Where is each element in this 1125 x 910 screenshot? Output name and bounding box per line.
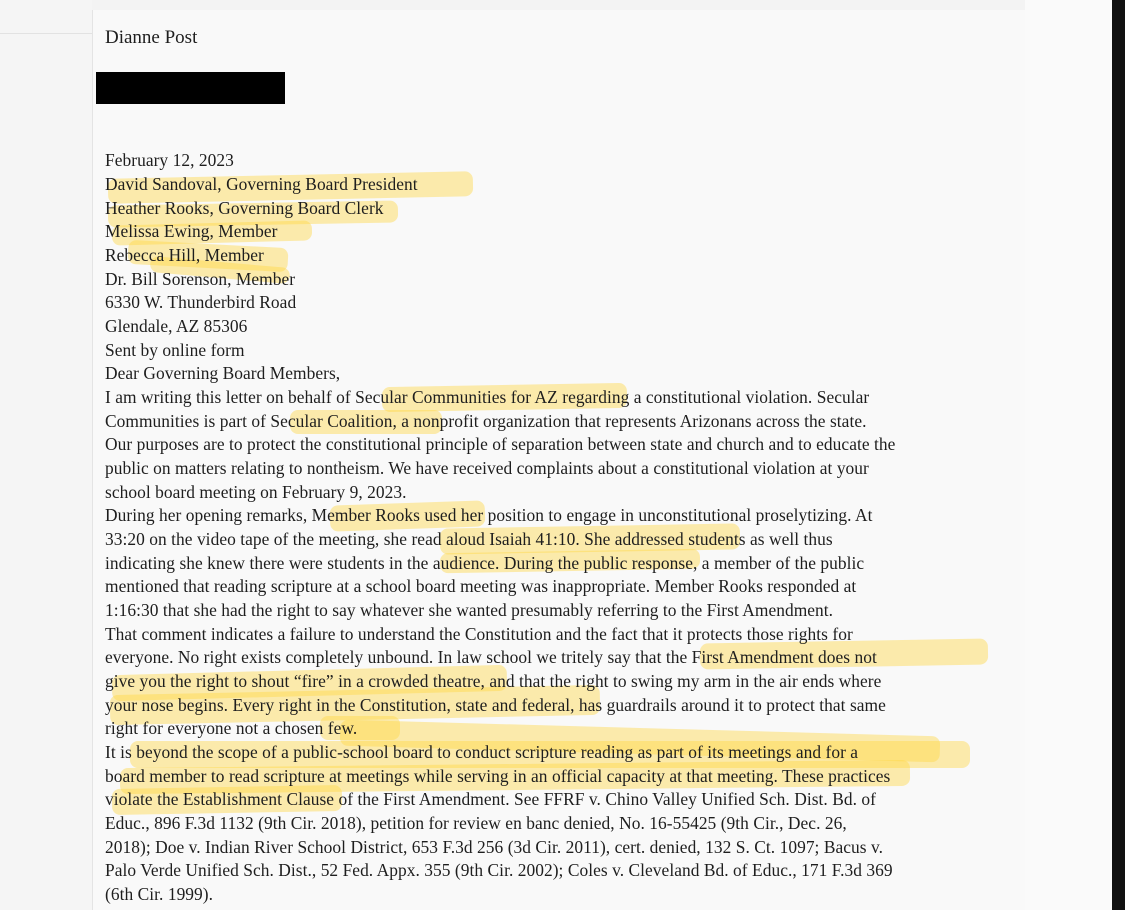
- body-line: right for everyone not a chosen few.: [105, 718, 358, 738]
- recipient-line: Rebecca Hill, Member: [105, 245, 264, 265]
- body-line: I am writing this letter on behalf of Secular Communities for AZ regarding a constitutional violation. Secular: [105, 387, 870, 407]
- body-line: 33:20 on the video tape of the meeting, she read aloud Isaiah 41:10. She addressed students as well thus: [105, 529, 833, 549]
- body-line: school board meeting on February 9, 2023.: [105, 482, 407, 502]
- body-line: Our purposes are to protect the constitutional principle of separation between state and church and to educate the: [105, 434, 896, 454]
- body-line: give you the right to shout “fire” in a crowded theatre, and that the right to swing my arm in the air ends where: [105, 671, 882, 691]
- body-line: violate the Establishment Clause of the First Amendment. See FFRF v. Chino Valley Unified Sch. Dist. Bd. of: [105, 789, 876, 809]
- body-line: (6th Cir. 1999).: [105, 884, 214, 904]
- salutation: Dear Governing Board Members,: [105, 363, 341, 383]
- body-line: Educ., 896 F.3d 1132 (9th Cir. 2018), petition for review en banc denied, No. 16-55425 (9th Cir., Dec. 26,: [105, 813, 847, 833]
- recipient-line: David Sandoval, Governing Board President: [105, 174, 418, 194]
- body-line: your nose begins. Every right in the Constitution, state and federal, has guardrails around it to protect that same: [105, 695, 886, 715]
- body-line: 1:16:30 that she had the right to say whatever she wanted presumably referring to the First Amendment.: [105, 600, 834, 620]
- recipient-line: Melissa Ewing, Member: [105, 221, 278, 241]
- body-line: It is beyond the scope of a public-school board to conduct scripture reading as part of its meetings and for a: [105, 742, 859, 762]
- body-line: During her opening remarks, Member Rooks used her position to engage in unconstitutional proselytizing. At: [105, 505, 873, 525]
- window-edge: [1112, 0, 1125, 910]
- body-line: board member to read scripture at meetings while serving in an official capacity at that meeting. These practices: [105, 766, 891, 786]
- body-line: mentioned that reading scripture at a school board meeting was inappropriate. Member Rooks responded at: [105, 576, 857, 596]
- body-line: 2018); Doe v. Indian River School District, 653 F.3d 256 (3d Cir. 2011), cert. denied, 132 S. Ct. 1097; Bacus v.: [105, 837, 884, 857]
- body-line: indicating she knew there were students in the audience. During the public response, a member of the public: [105, 553, 865, 573]
- body-line: That comment indicates a failure to understand the Constitution and the fact that it protects those rights for: [105, 624, 853, 644]
- body-line: public on matters relating to nontheism. We have received complaints about a constitutional violation at your: [105, 458, 869, 478]
- delivery-note: Sent by online form: [105, 340, 245, 360]
- author-name: Dianne Post: [105, 27, 198, 48]
- right-margin-pane: [1025, 0, 1112, 910]
- date-line: February 12, 2023: [105, 150, 234, 170]
- redaction-bar: [96, 72, 285, 104]
- body-line: everyone. No right exists completely unbound. In law school we tritely say that the First Amendment does not: [105, 647, 877, 667]
- address-line: 6330 W. Thunderbird Road: [105, 292, 297, 312]
- recipient-line: Heather Rooks, Governing Board Clerk: [105, 198, 384, 218]
- left-margin-pane: [0, 0, 92, 910]
- divider: [0, 33, 92, 34]
- body-line: Palo Verde Unified Sch. Dist., 52 Fed. Appx. 355 (9th Cir. 2002); Coles v. Cleveland Bd. of Educ., 171 F.3d 369: [105, 860, 893, 880]
- body-line: Communities is part of Secular Coalition, a nonprofit organization that represents Arizonans across the state.: [105, 411, 867, 431]
- address-line: Glendale, AZ 85306: [105, 316, 248, 336]
- recipient-line: Dr. Bill Sorenson, Member: [105, 269, 296, 289]
